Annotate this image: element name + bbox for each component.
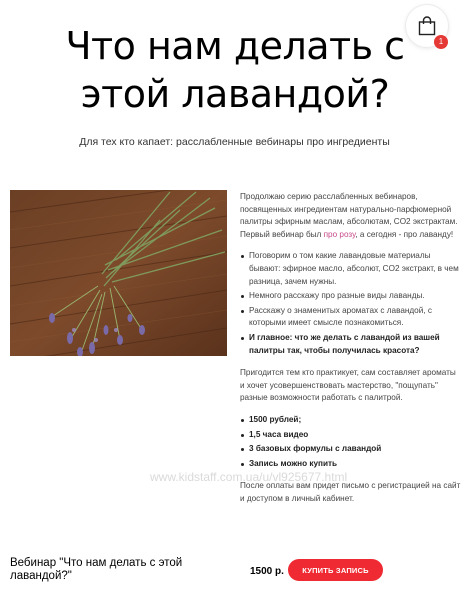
list-item: 1500 рублей; xyxy=(240,414,462,427)
watermark: www.kidstaff.com.ua/u/vl925677.html xyxy=(150,470,348,484)
page-title: Что нам делать с этой лавандой? xyxy=(65,24,405,116)
product-price: 1500 р. xyxy=(250,566,284,577)
rose-webinar-link[interactable]: про розу xyxy=(323,229,356,239)
list-item: Запись можно купить xyxy=(240,458,462,471)
list-item: Расскажу о знаменитых ароматах с лавандой, с которыми имеет смысле познакомиться. xyxy=(240,305,462,330)
facts-list xyxy=(240,414,462,470)
after-payment-paragraph: После оплаты вам придет письмо с регистрацией на сайт и доступом в личный кабинет. xyxy=(240,481,461,503)
list-item: И главное: что же делать с лавандой из вашей палитры так, чтобы получилась красота? xyxy=(240,332,462,357)
buy-recording-button[interactable]: КУПИТЬ ЗАПИСЬ xyxy=(288,559,383,581)
list-item: Немного расскажу про разные виды лаванды. xyxy=(240,290,462,303)
topics-list xyxy=(240,250,462,357)
intro-paragraph: Продолжаю серию расслабленных вебинаров, посвященных ингредиентам натурально-парфюмерной палитры эфирным маслам, абсолютам, CO2 экстрактам. Первый вебинар был про розу, а сегодня - про лаванду! xyxy=(240,192,458,239)
product-title: Вебинар "Что нам делать с этой лавандой?" xyxy=(10,557,183,582)
list-item: Поговорим о том какие лавандовые материалы бывают: эфирное масло, абсолют, CO2 экстракт, в чем разница, зачем нужны. xyxy=(240,250,462,288)
page-subtitle: Для тех кто капает: расслабленные вебинары про ингредиенты xyxy=(79,136,390,148)
cart-count-badge: 1 xyxy=(434,35,448,49)
lavender-photo xyxy=(10,190,227,356)
description xyxy=(240,191,462,514)
list-item: 3 базовых формулы с лавандой xyxy=(240,443,462,456)
audience-paragraph: Пригодится тем кто практикует, сам составляет ароматы и хочет усовершенствовать мастерство, "пощупать" разные возможности работать с палитрой. xyxy=(240,368,456,403)
list-item: 1,5 часа видео xyxy=(240,429,462,442)
